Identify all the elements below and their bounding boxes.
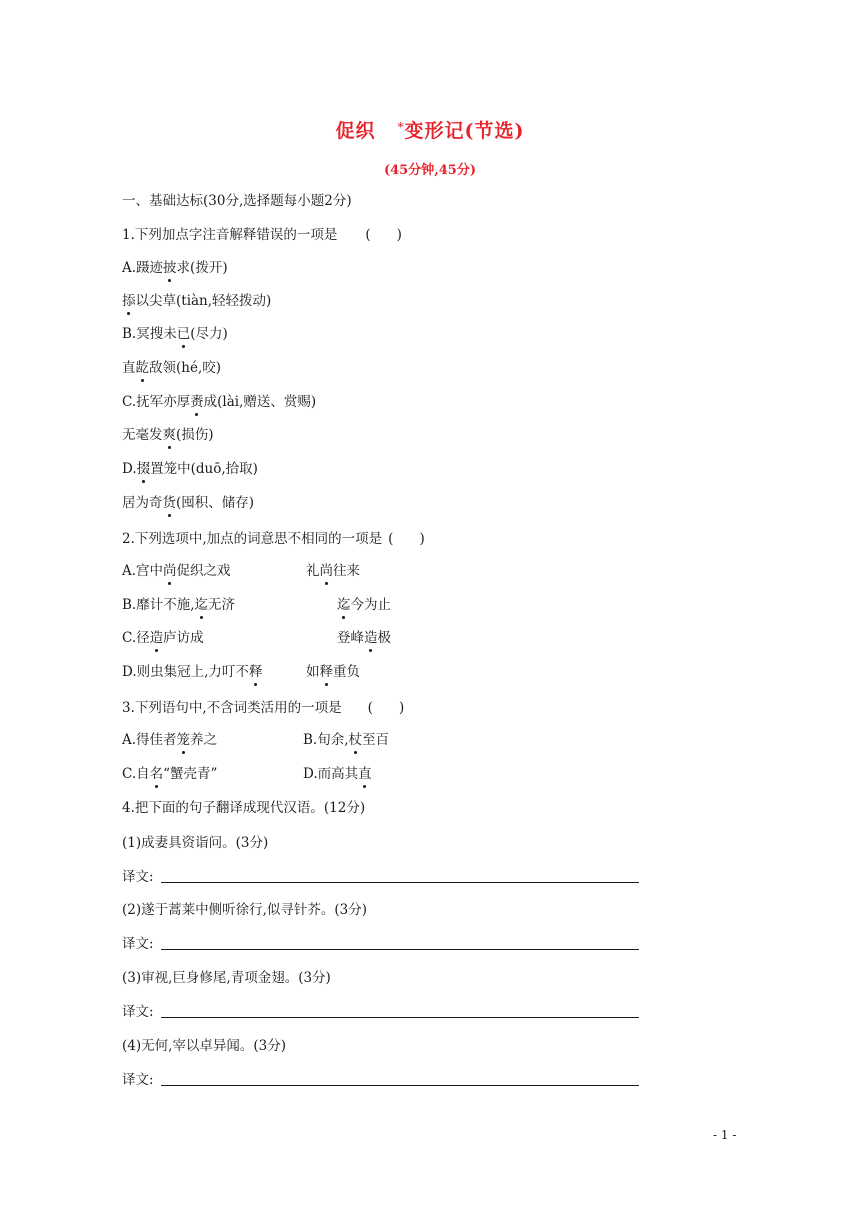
answer-paren: ( ) — [388, 531, 425, 547]
q2-option-d-left: D.则虫集冠上,力叮不释 — [122, 664, 263, 680]
q4-item-3: (3)审视,巨身修尾,青项金翅。(3分) — [122, 970, 331, 986]
q4-item-2: (2)遂于蒿莱中侧听徐行,似寻针芥。(3分) — [122, 902, 368, 918]
q4-item-1: (1)成妻具资诣问。(3分) — [122, 835, 269, 851]
q1-option-d-2: 居为奇货(囤积、储存) — [122, 495, 255, 511]
q2-option-d-right: 如释重负 — [306, 664, 360, 680]
q4-answer-line-4[interactable] — [161, 1085, 639, 1086]
page-title — [0, 116, 860, 143]
q1-option-a: A.蹑迹披求(拨开) — [122, 260, 228, 276]
q2-option-a-left: A.宫中尚促织之戏 — [122, 563, 231, 579]
title-main: 促织 — [335, 120, 376, 142]
q2-option-c-left: C.径造庐访成 — [122, 630, 204, 646]
q3-option-a: A.得佳者笼养之 — [122, 732, 218, 748]
q3-option-b: B.旬余,杖至百 — [303, 732, 390, 748]
q4-answer-line-1[interactable] — [161, 882, 639, 883]
q1-option-b-2: 直龁敌领(hé,咬) — [122, 360, 222, 376]
q2-option-b-left: B.靡计不施,迄无济 — [122, 597, 236, 613]
q2-stem: 2.下列选项中,加点的词意思不相同的一项是 ( ) — [122, 531, 425, 547]
q4-answer-label-2: 译文: — [122, 936, 154, 952]
q2-option-c-right: 登峰造极 — [337, 630, 391, 646]
q4-answer-label-1: 译文: — [122, 869, 154, 885]
q1-stem: 1.下列加点字注音解释错误的一项是 ( ) — [122, 227, 402, 243]
q4-answer-line-3[interactable] — [161, 1017, 639, 1018]
page-number: - 1 - — [713, 1128, 737, 1142]
q4-item-4: (4)无何,宰以卓异闻。(3分) — [122, 1038, 287, 1054]
q1-option-a-2: 掭以尖草(tiàn,轻轻拨动) — [122, 293, 272, 309]
page-subtitle: (45分钟,45分) — [383, 163, 476, 178]
q1-option-b: B.冥搜未已(尽力) — [122, 326, 228, 342]
q4-stem: 4.把下面的句子翻译成现代汉语。(12分) — [122, 800, 366, 816]
q2-option-b-right: 迄今为止 — [337, 597, 391, 613]
answer-paren: ( ) — [365, 227, 402, 243]
q3-option-c: C.自名“蟹壳青” — [122, 766, 218, 782]
q4-answer-label-4: 译文: — [122, 1072, 154, 1088]
q1-option-c: C.抚军亦厚赉成(lài,赠送、赏赐) — [122, 394, 317, 410]
q3-option-d: D.而高其直 — [303, 766, 372, 782]
title-rest: 变形记(节选) — [404, 120, 525, 142]
section-heading: 一、基础达标(30分,选择题每小题2分) — [122, 193, 352, 209]
q4-answer-line-2[interactable] — [161, 949, 639, 950]
q3-stem: 3.下列语句中,不含词类活用的一项是 ( ) — [122, 700, 405, 716]
q1-option-c-2: 无毫发爽(损伤) — [122, 427, 214, 443]
q2-option-a-right: 礼尚往来 — [306, 563, 360, 579]
title-star: * — [397, 120, 405, 134]
q4-answer-label-3: 译文: — [122, 1004, 154, 1020]
answer-paren: ( ) — [367, 700, 405, 716]
q1-option-d: D.掇置笼中(duō,拾取) — [122, 461, 258, 477]
